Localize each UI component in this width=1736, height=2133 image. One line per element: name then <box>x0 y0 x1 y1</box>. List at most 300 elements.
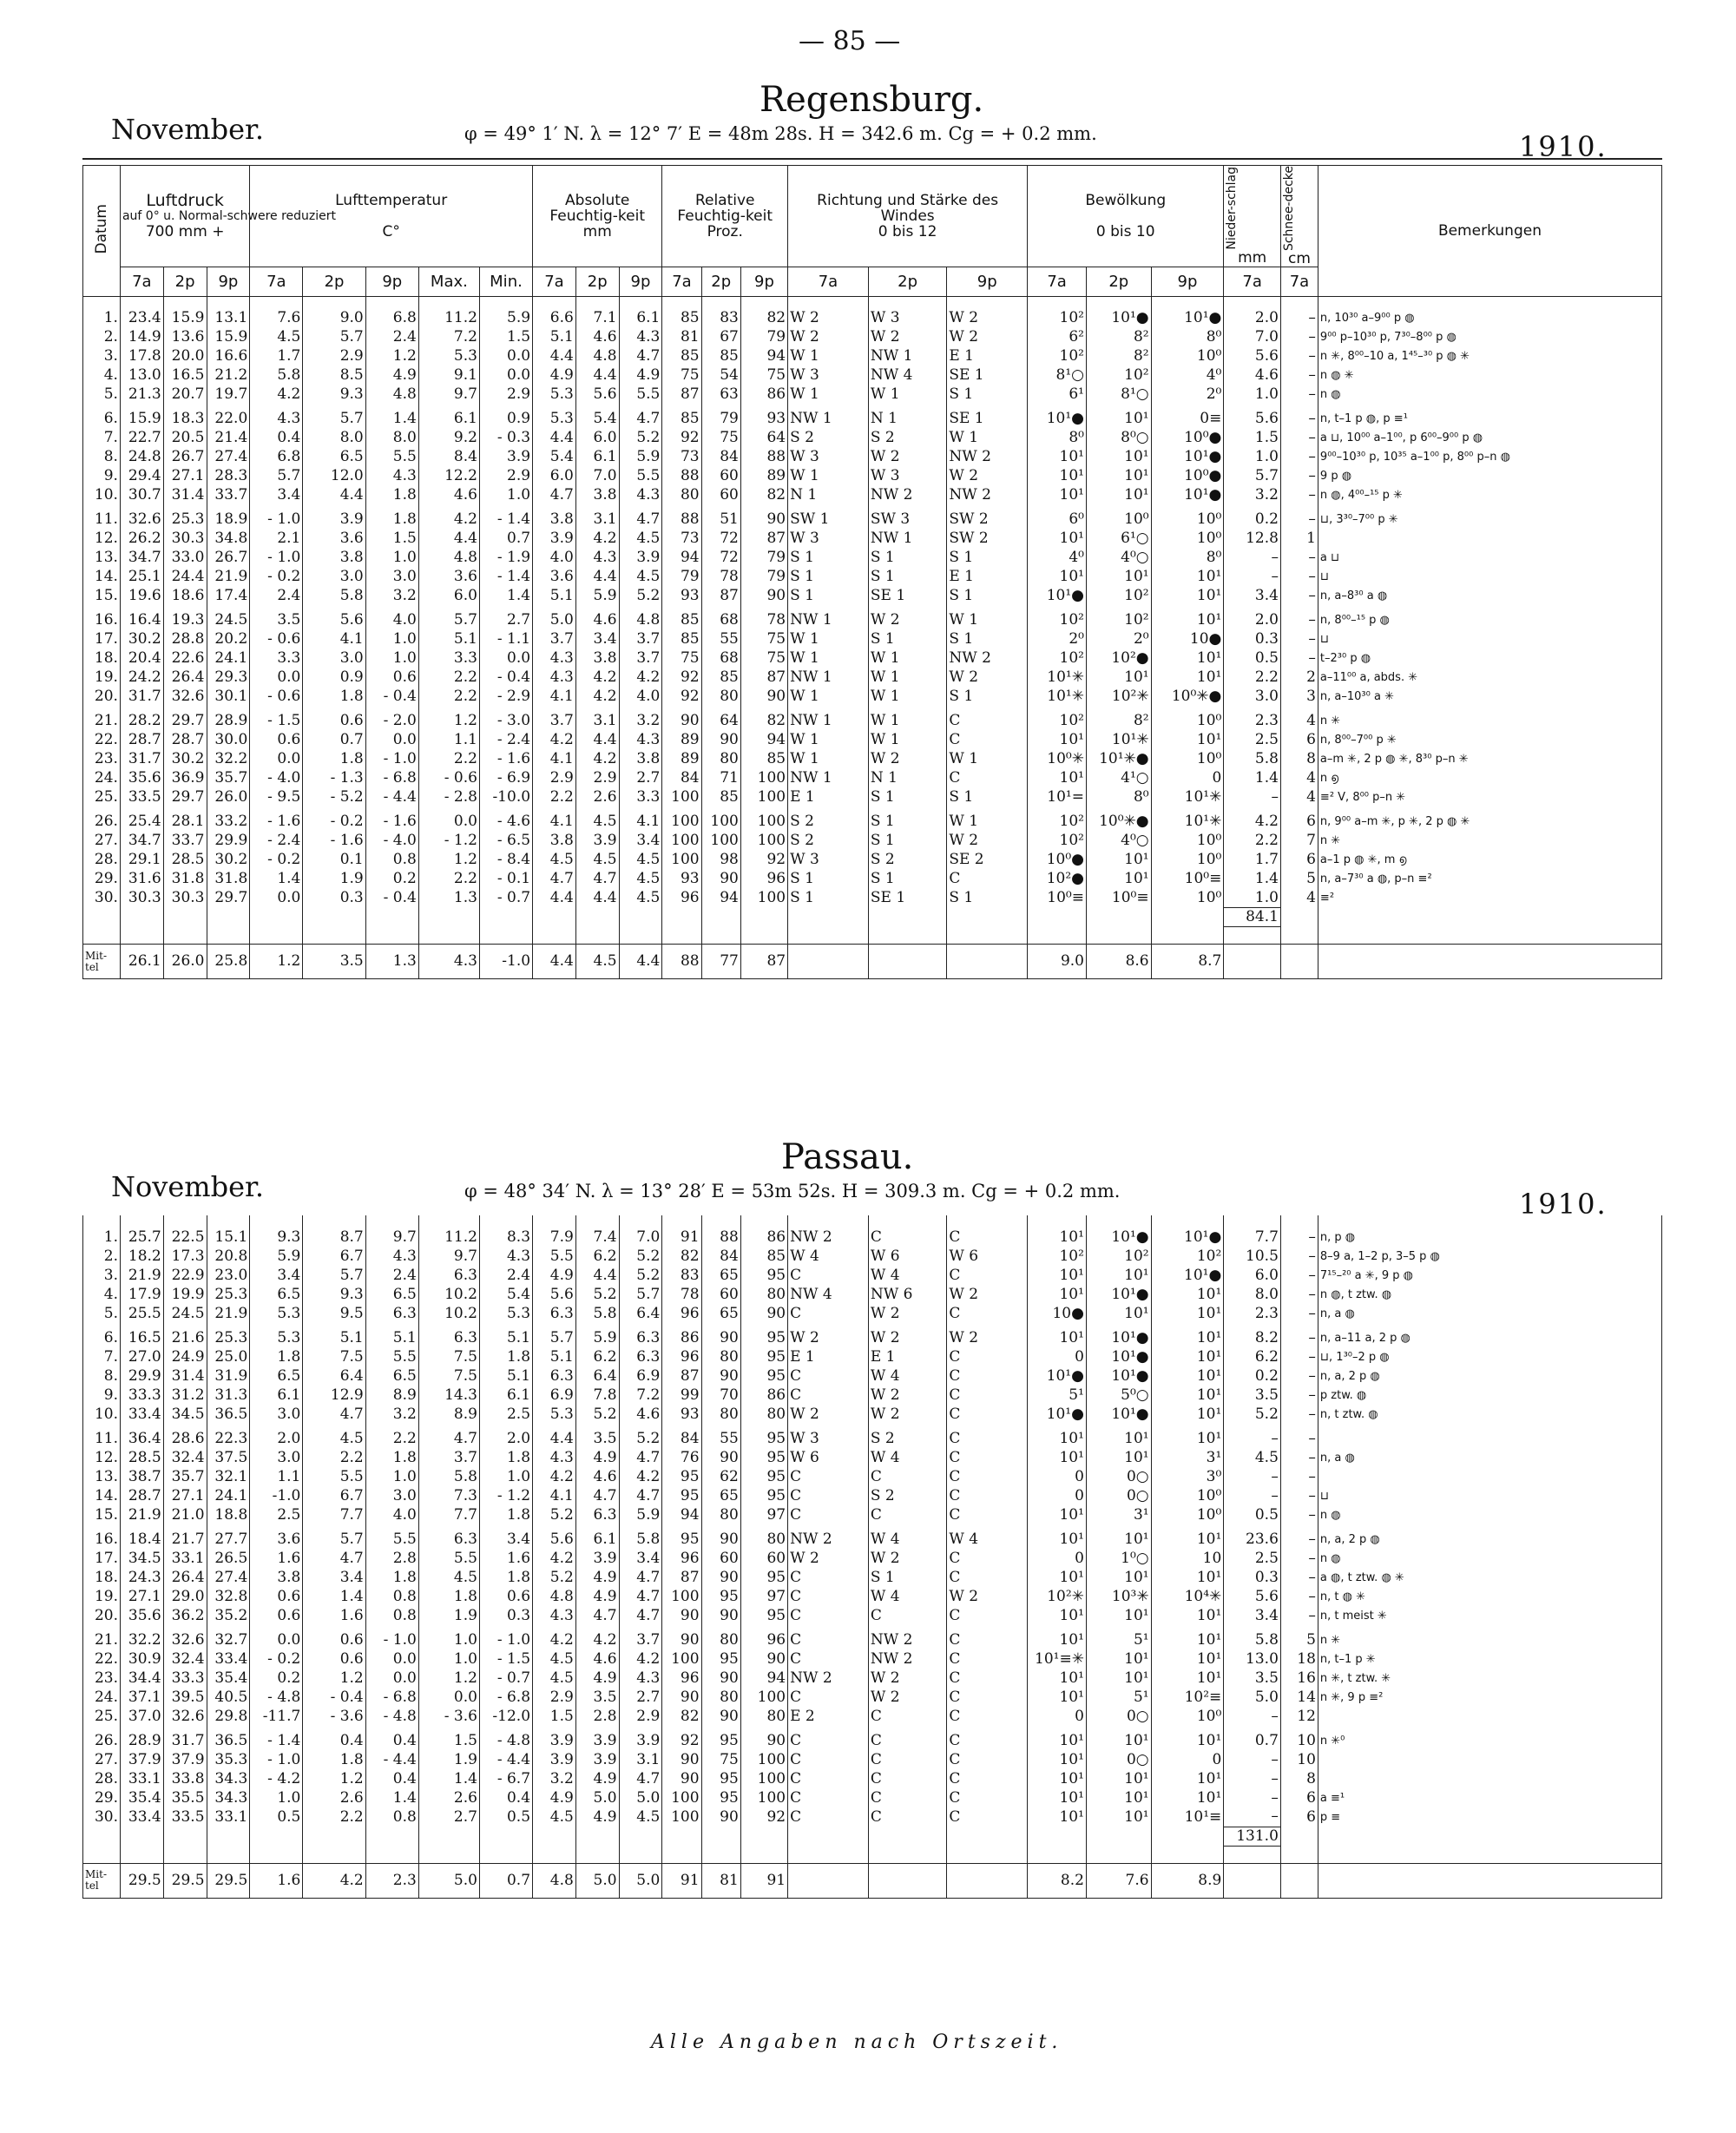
table-cell: 10¹● <box>1086 1366 1151 1386</box>
table-cell: 7.2 <box>619 1386 662 1405</box>
table-cell: - 0.3 <box>479 429 532 448</box>
mean-cell: 91 <box>662 1863 701 1898</box>
table-cell: 5.5 <box>365 1347 418 1366</box>
table-cell: 4.3 <box>365 1247 418 1266</box>
table-cell: 100 <box>740 813 787 832</box>
table-cell: 82 <box>740 486 787 505</box>
table-cell: 87 <box>740 668 787 688</box>
table-cell: 100 <box>740 1750 787 1769</box>
table-cell: 0.3 <box>1224 630 1281 649</box>
table-cell: 90 <box>701 731 740 750</box>
table-cell: S 1 <box>788 587 869 606</box>
spacer-cell <box>250 1846 303 1863</box>
table-cell: 7.9 <box>533 1228 576 1247</box>
table-cell: 30. <box>83 1807 121 1827</box>
table-cell: 5 <box>1280 1630 1318 1649</box>
table-cell: 0.0 <box>365 1669 418 1688</box>
table-cell: 10¹ <box>1086 1769 1151 1788</box>
table-cell: 9.3 <box>303 1285 365 1304</box>
table-cell: 29.4 <box>120 467 163 486</box>
table-cell: ⊔, 1³⁰–2 p ◍ <box>1318 1347 1661 1366</box>
table-cell: 27. <box>83 832 121 851</box>
table-cell: 60 <box>701 467 740 486</box>
table-cell: 3.0 <box>250 1448 303 1467</box>
table-cell: 5.9 <box>619 448 662 467</box>
table-cell: 0.8 <box>365 1587 418 1606</box>
table-cell: 3.6 <box>250 1530 303 1549</box>
table-cell: 5.3 <box>533 410 576 429</box>
table-cell: 10² <box>1028 1247 1087 1266</box>
table-cell: 31.4 <box>163 1366 207 1386</box>
table-cell: E 1 <box>788 788 869 807</box>
table-cell: 4.3 <box>533 649 576 668</box>
table-cell: 75 <box>701 1750 740 1769</box>
table-cell: 10⁰● <box>1151 429 1224 448</box>
table-cell: 2.9 <box>303 347 365 366</box>
table-cell: 3.8 <box>575 486 619 505</box>
table-cell: 4.9 <box>575 1807 619 1827</box>
table-cell: 0.8 <box>365 1807 418 1827</box>
table-cell: S 1 <box>868 568 946 587</box>
table-cell: NW 2 <box>788 1530 869 1549</box>
column-header: 7a <box>1224 267 1281 297</box>
table-cell: 2.7 <box>619 769 662 788</box>
mean-cell <box>788 945 869 979</box>
table-cell: 10¹ <box>1028 1568 1087 1587</box>
spacer-cell <box>418 927 479 945</box>
table-cell: 0.0 <box>365 1649 418 1669</box>
table-cell: – <box>1224 788 1281 807</box>
table-cell: - 0.2 <box>250 851 303 870</box>
table-cell: 7.0 <box>575 467 619 486</box>
table-cell <box>1318 908 1661 927</box>
table-cell: 80 <box>701 750 740 769</box>
table-cell: 4.4 <box>575 731 619 750</box>
table-cell: 100 <box>701 813 740 832</box>
table-cell: E 1 <box>868 1347 946 1366</box>
table-row <box>83 813 1662 832</box>
table-cell: - 1.4 <box>479 568 532 587</box>
table-cell: - 0.7 <box>479 889 532 908</box>
table-cell: - 0.1 <box>479 870 532 889</box>
table-cell: 85 <box>701 668 740 688</box>
table-cell: 1.6 <box>479 1549 532 1568</box>
table-cell: 16.5 <box>120 1328 163 1347</box>
table-cell: 90 <box>740 587 787 606</box>
table-cell: 33.1 <box>207 1807 250 1827</box>
table-cell: 0.4 <box>303 1731 365 1750</box>
table-cell: 95 <box>740 1328 787 1347</box>
spacer-cell <box>207 297 250 309</box>
table-cell: 28.7 <box>163 731 207 750</box>
table-cell: 10²✳ <box>1086 688 1151 707</box>
table-cell: – <box>1280 1549 1318 1568</box>
table-cell: 100 <box>662 851 701 870</box>
table-cell: 68 <box>701 611 740 630</box>
table-cell: 21.9 <box>120 1266 163 1285</box>
table-cell: 2.0 <box>250 1429 303 1448</box>
table-cell: 64 <box>740 429 787 448</box>
table-cell: 26.4 <box>163 1568 207 1587</box>
table-cell: t–2³⁰ p ◍ <box>1318 649 1661 668</box>
table-cell: 12. <box>83 530 121 549</box>
table-cell: 10¹ <box>1028 1630 1087 1649</box>
table-cell: 6.2 <box>575 1247 619 1266</box>
table-cell: 18.8 <box>207 1505 250 1524</box>
table-cell: 20.5 <box>163 429 207 448</box>
table-cell: - 3.6 <box>303 1707 365 1726</box>
table-cell: 10²✳ <box>1028 1587 1087 1606</box>
spacer-cell <box>662 1215 701 1228</box>
table-cell: 29.8 <box>207 1707 250 1726</box>
table-cell: 34.7 <box>120 549 163 568</box>
table-cell: 10²● <box>1028 870 1087 889</box>
table-cell: 70 <box>701 1386 740 1405</box>
table-cell <box>1280 1827 1318 1846</box>
table-cell: NW 1 <box>868 347 946 366</box>
table-cell: 10⁰ <box>1151 750 1224 769</box>
table-cell: 90 <box>740 1649 787 1669</box>
table-cell: 29.9 <box>207 832 250 851</box>
table-cell: SE 1 <box>947 410 1028 429</box>
table-cell: 20.4 <box>120 649 163 668</box>
table-cell: 10¹ <box>1028 1769 1087 1788</box>
table-cell: 10¹ <box>1086 1669 1151 1688</box>
table-cell: 4.2 <box>1224 813 1281 832</box>
table-cell <box>163 1827 207 1846</box>
table-cell: 95 <box>701 1788 740 1807</box>
table-cell: 1.3 <box>418 889 479 908</box>
table-cell: C <box>788 1788 869 1807</box>
table-cell: 82 <box>740 712 787 731</box>
table-cell: 7.7 <box>1224 1228 1281 1247</box>
table-row <box>83 1405 1662 1424</box>
table-cell: 4.4 <box>575 1266 619 1285</box>
table-cell: C <box>868 1467 946 1486</box>
table-cell: C <box>868 1731 946 1750</box>
table-cell: 4.2 <box>250 385 303 405</box>
table-cell: 10¹ <box>1028 1285 1087 1304</box>
mean-label: Mit-tel <box>83 1863 121 1898</box>
table-cell: 5.3 <box>250 1304 303 1323</box>
table-cell: 25. <box>83 1707 121 1726</box>
table-cell: C <box>788 1568 869 1587</box>
table-row <box>83 712 1662 731</box>
table-cell: 14.9 <box>120 328 163 347</box>
table-cell: 0.4 <box>365 1769 418 1788</box>
table-cell: 10¹✳ <box>1086 731 1151 750</box>
table-cell: 7. <box>83 1347 121 1366</box>
year-label-1: 1910. <box>1519 130 1608 163</box>
table-row <box>83 832 1662 851</box>
table-cell: 3.4 <box>250 1266 303 1285</box>
table-cell: S 1 <box>868 813 946 832</box>
table-cell: 1.0 <box>418 1630 479 1649</box>
table-cell: 54 <box>701 366 740 385</box>
table-cell: 2. <box>83 1247 121 1266</box>
table-cell: 5.9 <box>479 309 532 328</box>
table-cell: 79 <box>740 549 787 568</box>
table-row <box>83 385 1662 405</box>
mean-cell <box>1280 945 1318 979</box>
table-cell: 25. <box>83 788 121 807</box>
table-cell: C <box>947 731 1028 750</box>
table-cell: 4.2 <box>533 1630 576 1649</box>
table-cell: – <box>1280 1568 1318 1587</box>
table-cell: 21.0 <box>163 1505 207 1524</box>
table-cell: - 4.6 <box>479 813 532 832</box>
spacer-cell <box>740 1215 787 1228</box>
table-cell: 0.0 <box>479 347 532 366</box>
table-cell: 10¹ <box>1086 448 1151 467</box>
table-cell: 7.3 <box>418 1486 479 1505</box>
table-cell: 89 <box>740 467 787 486</box>
table-cell: 3.9 <box>575 1731 619 1750</box>
table-cell: n, t–1 p ◍, p ≡¹ <box>1318 410 1661 429</box>
table-cell: 5¹ <box>1086 1630 1151 1649</box>
mean-cell: 88 <box>662 945 701 979</box>
spacer-cell <box>207 1846 250 1863</box>
spacer-cell <box>868 927 946 945</box>
table-cell: 91 <box>662 1228 701 1247</box>
table-cell: 29.0 <box>163 1587 207 1606</box>
table-cell: 3.9 <box>619 1731 662 1750</box>
table-cell: S 1 <box>868 549 946 568</box>
table-row <box>83 1568 1662 1587</box>
table-cell: 4.2 <box>533 731 576 750</box>
table-cell: C <box>788 1505 869 1524</box>
column-header: Max. <box>418 267 479 297</box>
mean-cell: 5.0 <box>575 1863 619 1898</box>
table-cell: W 2 <box>788 309 869 328</box>
table-cell: 90 <box>662 1750 701 1769</box>
table-cell: 10² <box>1028 611 1087 630</box>
table-cell: 3.2 <box>1224 486 1281 505</box>
table-cell: 94 <box>662 1505 701 1524</box>
table-cell: - 0.2 <box>303 813 365 832</box>
column-header: Lufttemperatur C° <box>250 166 533 267</box>
table-cell: 5.7 <box>250 467 303 486</box>
table-cell: 12.9 <box>303 1386 365 1405</box>
table-cell: 8 <box>1280 1769 1318 1788</box>
table-cell: 93 <box>740 410 787 429</box>
table-cell: 5.1 <box>533 328 576 347</box>
table-cell: S 1 <box>868 630 946 649</box>
spacer-cell <box>1224 1215 1281 1228</box>
table-cell: 10¹ <box>1028 1688 1087 1707</box>
table-cell: 10¹✳● <box>1086 750 1151 769</box>
table-cell: 10⁴✳ <box>1151 1587 1224 1606</box>
table-cell: 1.6 <box>303 1606 365 1625</box>
table-cell: – <box>1280 1285 1318 1304</box>
table-cell: 27.4 <box>207 448 250 467</box>
spacer-cell <box>303 297 365 309</box>
table-cell: 9.7 <box>418 385 479 405</box>
table-cell: 3.7 <box>619 630 662 649</box>
table-cell: 10¹ <box>1151 1328 1224 1347</box>
table-cell: 3.6 <box>418 568 479 587</box>
station-title-2: Passau. <box>781 1137 914 1177</box>
total-precip: 84.1 <box>1224 908 1281 927</box>
table-cell: 19.6 <box>120 587 163 606</box>
table-cell <box>120 908 163 927</box>
table-cell: 4.9 <box>533 1266 576 1285</box>
table-cell: W 3 <box>788 530 869 549</box>
table-cell: 3.8 <box>250 1568 303 1587</box>
table-cell: – <box>1280 510 1318 530</box>
table-cell: 10¹ <box>1086 568 1151 587</box>
table-row <box>83 851 1662 870</box>
mean-cell <box>788 1863 869 1898</box>
year-label-2: 1910. <box>1519 1188 1608 1221</box>
table-cell <box>619 1827 662 1846</box>
table-cell: 5¹ <box>1028 1386 1087 1405</box>
table-cell: 6 <box>1280 813 1318 832</box>
table-cell: 0.0 <box>479 366 532 385</box>
table-cell: C <box>947 1429 1028 1448</box>
spacer-cell <box>788 927 869 945</box>
table-cell: W 2 <box>788 328 869 347</box>
table-cell: 26.0 <box>207 788 250 807</box>
table-cell: 8⁰ <box>1151 549 1224 568</box>
table-cell: 3.1 <box>619 1750 662 1769</box>
table-cell: 9.3 <box>303 385 365 405</box>
table-cell: 10¹ <box>1028 530 1087 549</box>
table-cell: C <box>868 1750 946 1769</box>
table-cell: 10² <box>1151 1247 1224 1266</box>
table-cell: 68 <box>701 649 740 668</box>
table-row <box>83 1669 1662 1688</box>
table-cell: 0○ <box>1086 1707 1151 1726</box>
table-cell: W 2 <box>868 1669 946 1688</box>
table-row <box>83 1769 1662 1788</box>
table-cell <box>163 908 207 927</box>
table-cell: 3.5 <box>1224 1669 1281 1688</box>
table-cell: 89 <box>662 731 701 750</box>
table-cell: 4.0 <box>365 1505 418 1524</box>
table-cell: 4.5 <box>619 851 662 870</box>
table-cell: 4.7 <box>575 1486 619 1505</box>
table-row <box>83 1606 1662 1625</box>
table-row <box>83 630 1662 649</box>
table-cell: W 2 <box>947 832 1028 851</box>
table-cell: 6.5 <box>250 1366 303 1386</box>
table-cell: S 2 <box>868 1429 946 1448</box>
spacer-cell <box>83 927 121 945</box>
table-cell: 5.6 <box>1224 1587 1281 1606</box>
column-header: 9p <box>740 267 787 297</box>
table-cell: C <box>947 1688 1028 1707</box>
table-cell: - 2.9 <box>479 688 532 707</box>
table-cell: 27.1 <box>120 1587 163 1606</box>
table-cell: W 2 <box>868 1328 946 1347</box>
spacer-cell <box>1086 1215 1151 1228</box>
table-cell: 6.1 <box>418 410 479 429</box>
table-cell: 78 <box>701 568 740 587</box>
table-cell: – <box>1280 1304 1318 1323</box>
table-cell <box>303 908 365 927</box>
table-row <box>83 1386 1662 1405</box>
table-row <box>83 1247 1662 1266</box>
table-cell: 6¹ <box>1028 385 1087 405</box>
table-cell: – <box>1224 1486 1281 1505</box>
table-cell: - 6.9 <box>479 769 532 788</box>
column-header: Bemerkungen <box>1318 166 1661 297</box>
table-cell: 20.7 <box>163 385 207 405</box>
table-cell: NW 1 <box>788 611 869 630</box>
table-cell: 2.9 <box>619 1707 662 1726</box>
table-cell: 5. <box>83 1304 121 1323</box>
table-cell <box>788 1827 869 1846</box>
table-cell: – <box>1280 1328 1318 1347</box>
table-cell: 32.7 <box>207 1630 250 1649</box>
table-row <box>83 1549 1662 1568</box>
table-cell: 5.7 <box>1224 467 1281 486</box>
top-rule <box>82 158 1662 160</box>
table-cell: 3. <box>83 1266 121 1285</box>
table-cell: 95 <box>701 1649 740 1669</box>
table-cell: 4.7 <box>619 1568 662 1587</box>
table-cell: 10¹ <box>1151 1285 1224 1304</box>
table-cell: 4.3 <box>619 328 662 347</box>
table-cell: 8¹○ <box>1086 385 1151 405</box>
table-cell: 4.4 <box>533 429 576 448</box>
table-cell: 0.2 <box>365 870 418 889</box>
table-cell: W 1 <box>947 611 1028 630</box>
table-cell: 2.0 <box>1224 611 1281 630</box>
table-cell: W 2 <box>868 1304 946 1323</box>
table-cell: 0.0 <box>250 1630 303 1649</box>
mean-cell <box>947 1863 1028 1898</box>
table-cell: - 0.6 <box>418 769 479 788</box>
table-cell: 0.3 <box>1224 1568 1281 1587</box>
table-cell: 85 <box>740 750 787 769</box>
table-cell: 8. <box>83 448 121 467</box>
table-cell: 92 <box>662 668 701 688</box>
table-cell: 1.8 <box>303 1750 365 1769</box>
table-cell: 27.7 <box>207 1530 250 1549</box>
table-cell: – <box>1280 1247 1318 1266</box>
table-cell: 36.2 <box>163 1606 207 1625</box>
column-header: Nieder-schlag mm <box>1224 166 1281 267</box>
table-cell: 10²≡ <box>1151 1688 1224 1707</box>
table-cell: 1.0 <box>479 486 532 505</box>
table-cell: 13. <box>83 549 121 568</box>
table-cell: 26.7 <box>207 549 250 568</box>
table-cell: 10¹≡ <box>1151 1807 1224 1827</box>
table-cell: 17.9 <box>120 1285 163 1304</box>
table-cell: 4.0 <box>365 611 418 630</box>
table-cell: - 6.8 <box>365 769 418 788</box>
table-cell: 32.1 <box>207 1467 250 1486</box>
table-cell: 100 <box>662 1788 701 1807</box>
table-cell: S 1 <box>947 549 1028 568</box>
table-cell: 0.1 <box>303 851 365 870</box>
table-cell: 10¹= <box>1028 788 1087 807</box>
table-cell: 5.2 <box>619 1429 662 1448</box>
table-cell: 4.6 <box>575 328 619 347</box>
table-cell: 32.4 <box>163 1448 207 1467</box>
table-cell: 90 <box>701 870 740 889</box>
table-cell: NW 1 <box>788 410 869 429</box>
table-cell: 10¹ <box>1151 649 1224 668</box>
table-cell: 10⁰ <box>1151 889 1224 908</box>
table-cell: n, 8⁰⁰–7⁰⁰ p ✳ <box>1318 731 1661 750</box>
table-cell: 5.0 <box>575 1788 619 1807</box>
total-row <box>83 908 1662 927</box>
table-cell: 30.7 <box>120 486 163 505</box>
table-cell: 11.2 <box>418 309 479 328</box>
